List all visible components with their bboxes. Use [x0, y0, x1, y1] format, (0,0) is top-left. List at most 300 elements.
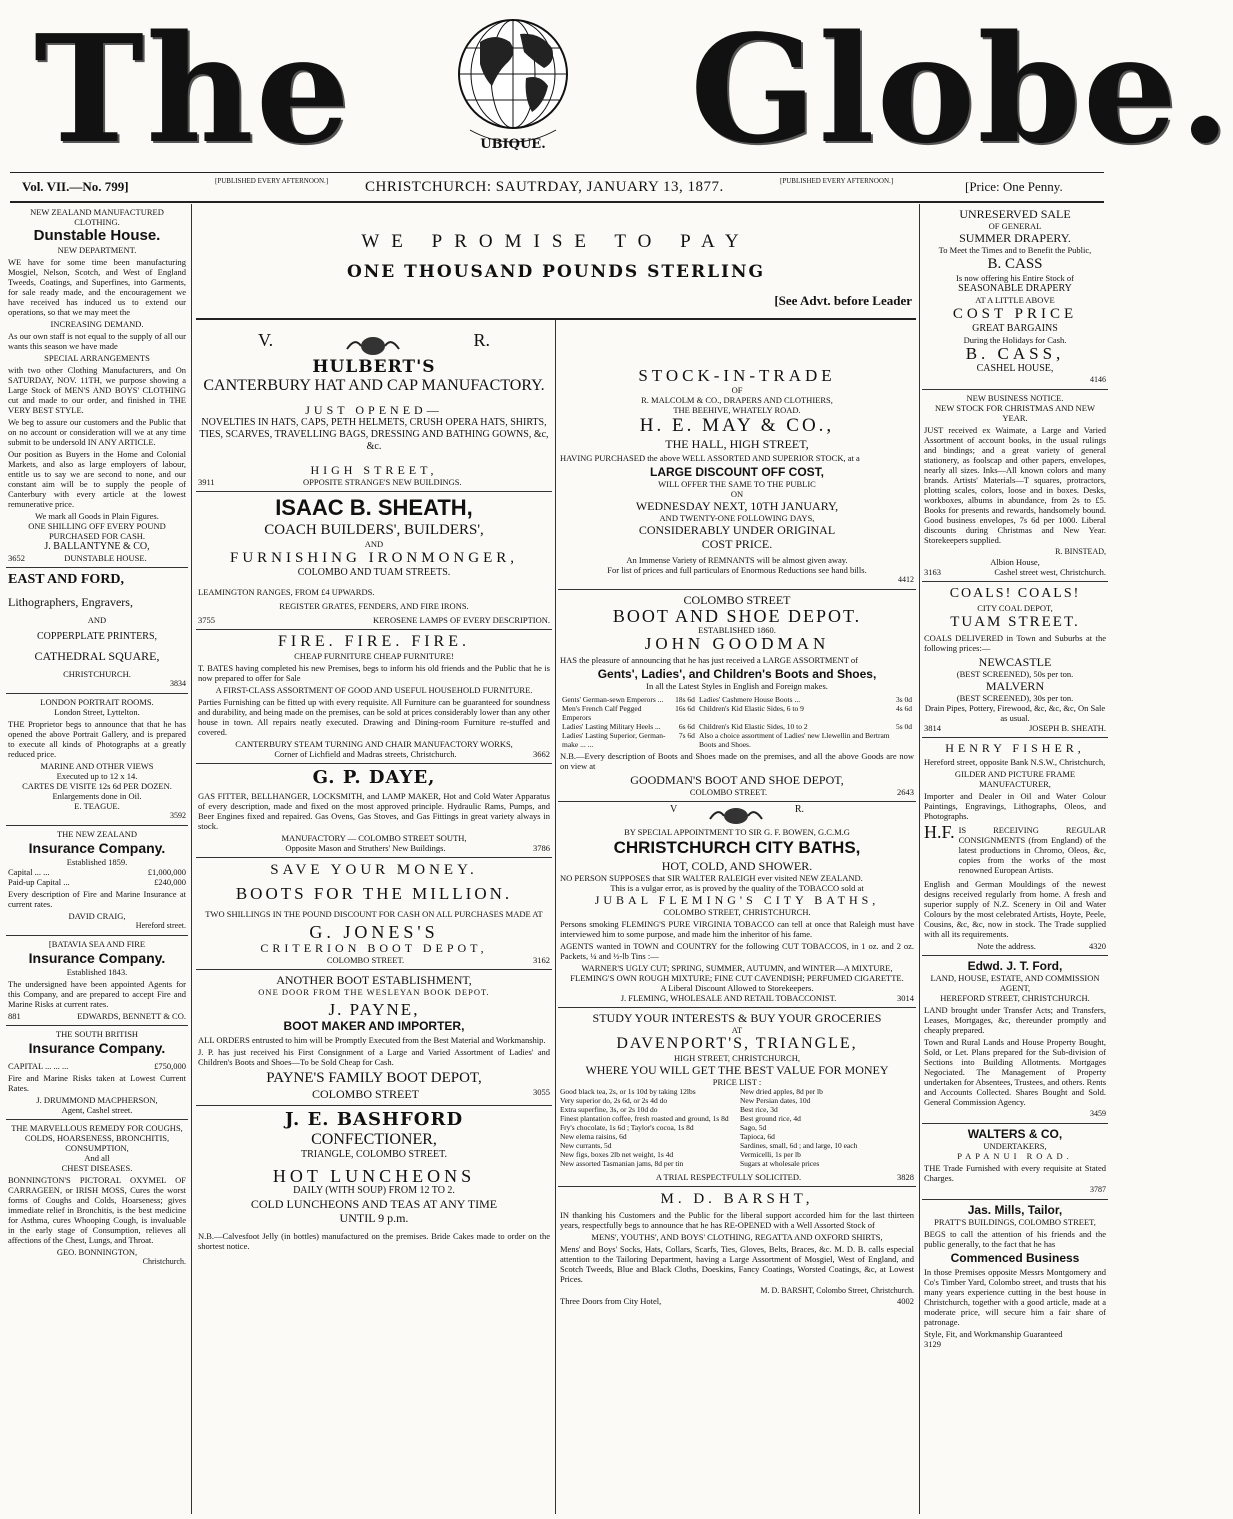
ad-ref: 3592	[170, 811, 186, 820]
ad-address: Corner of Lichfield and Madras streets, Christchurch.	[274, 749, 457, 759]
ad-line: R. MALCOLM & CO., DRAPERS AND CLOTHIERS,	[641, 395, 833, 405]
ad-body: HAVING PURCHASED the above WELL ASSORTED AND SUPERIOR STOCK, at a	[560, 453, 860, 463]
ad-line: CATHEDRAL SQUARE,	[34, 649, 160, 663]
ad-address: COLOMBO STREET, CHRISTCHURCH.	[663, 907, 811, 917]
item-right: Children's Kid Elastic Sides, 10 to 2	[698, 722, 808, 731]
ad-line: This is a vulgar error, as is proved by the quality of the TOBACCO sold at	[610, 883, 864, 893]
ad-london-portrait-rooms	[6, 694, 188, 826]
ad-firm: G. JONES'S	[309, 922, 439, 942]
price-right	[894, 731, 914, 749]
ad-fire-furniture	[196, 630, 552, 764]
ad-address: Hereford street.	[135, 921, 186, 930]
ad-line: AND TWENTY-ONE FOLLOWING DAYS,	[659, 513, 815, 523]
ad-address: M. D. BARSHT, Colombo Street, Christchurch.	[760, 1286, 914, 1295]
ad-walters-co	[922, 1124, 1108, 1200]
published-note-right: [PUBLISHED EVERY AFTERNOON.]	[780, 177, 894, 185]
table-row	[560, 731, 914, 749]
ad-address: THE HALL, HIGH STREET,	[665, 437, 809, 451]
ad-dunstable-house	[6, 204, 188, 568]
ad-title: CONFECTIONER,	[311, 1131, 437, 1148]
ad-pretitle: THE SOUTH BRITISH	[55, 1029, 139, 1039]
price-left: 16s 6d	[675, 704, 695, 713]
ad-pretitle: [BATAVIA SEA AND FIRE	[48, 939, 146, 949]
ad-body: LAND brought under Transfer Acts; and Transfers, Leases, Mortgages, &c, thereunder promptly and cheaply prepared.	[924, 1005, 1106, 1035]
price-left: 18s 6d	[675, 695, 695, 704]
city-date: CHRISTCHURCH: SAUTRDAY, JANUARY 13, 1877.	[365, 179, 724, 195]
ad-body: BONNINGTON'S PICTORAL OXYMEL OF CARRAGEEN, or IRISH MOSS, Cures the worst forms of Coughs and Colds, Hoarseness; gives immediate relief in Bronchitis, is the best medicine for Asthma, cures Whooping Cough, is invaluable in the early stage of Consumption, relieves all affections of the Chest, Lungs, and Throat.	[8, 1175, 186, 1245]
ad-body: BEGS to call the attention of his friends and the public generally, to the fact that he has	[924, 1229, 1106, 1249]
item-left: Ladies' Lasting Military Heels ...	[562, 722, 661, 731]
ad-body: TWO SHILLINGS IN THE POUND DISCOUNT FOR CASH ON ALL PURCHASES MADE AT	[205, 909, 543, 919]
ad-body: Mens' and Boys' Socks, Hats, Collars, Scarfs, Ties, Gloves, Belts, Braces, &c. M. D. B. calls especial attention to the Tailoring Department, having a Large Assortment of Mosgiel, West of England, and Scotch Tweeds, Blue and Black Cloths, Doeskins, Fancy Coatings, Worsted Coatings, &c, at Lowest Prices.	[560, 1244, 914, 1284]
ad-line: WILL OFFER THE SAME TO THE PUBLIC	[658, 479, 816, 489]
price: [Price: One Penny.	[965, 179, 1063, 194]
ad-line: PRICE LIST :	[712, 1077, 762, 1087]
ad-address: COLOMBO STREET.	[689, 787, 768, 797]
ad-subtitle: Established 1859.	[66, 857, 128, 867]
price-right: 3s 0d	[895, 695, 912, 704]
ad-ref: 3786	[532, 843, 550, 853]
ad-line: COST PRICE.	[701, 537, 773, 551]
royal-r: R.	[794, 804, 804, 815]
ad-firm: DAVENPORT'S, TRIANGLE,	[616, 1035, 858, 1052]
ad-firm: J. PAYNE,	[328, 1000, 420, 1019]
ad-line: OF	[731, 385, 743, 395]
ad-body: J. P. has just received his First Consignment of a Large and Varied Assortment of Ladies' and Children's Boots and Shoes—To be Sold Cheap for Cash.	[198, 1047, 550, 1067]
ad-value: £240,000	[154, 877, 186, 887]
ad-body: N.B.—Every description of Boots and Shoes made on the premises, and all the above Goods are now on view at	[560, 751, 914, 771]
globe-icon	[440, 12, 586, 162]
ad-line: Enlargements done in Oil.	[52, 791, 142, 801]
ad-firm: B. CASS	[987, 256, 1043, 272]
masthead	[0, 0, 1233, 176]
ad-body: THE Proprietor begs to announce that that he has opened the above Portrait Gallery, and is prepared to execute all kinds of Photographs at a greatly reduced price.	[8, 719, 186, 759]
ad-body: We beg to assure our customers and the Public that on no account or consideration will we at any time submit to be undersold IN ANY ARTICLE.	[8, 417, 186, 447]
ad-body: Town and Rural Lands and House Property Bought, Sold, or Let. Plans prepared for the Sub-division of Sections into Building Allotments. Mortgages Negociated. The Management of Property undertaken for Absentees, Trustees, and others. Rents and Accounts Collected. Shares Bought and Sold. General Commission Agency.	[924, 1037, 1107, 1107]
ad-firm: Jas. Mills, Tailor,	[967, 1203, 1063, 1217]
ad-line: MENS', YOUTHS', AND BOYS' CLOTHING, REGATTA AND OXFORD SHIRTS,	[591, 1232, 883, 1242]
price-table	[560, 695, 914, 749]
ad-edwd-ford	[922, 956, 1108, 1124]
ad-firm: J. BALLANTYNE & CO,	[44, 541, 150, 552]
ad-pretitle: BY SPECIAL APPOINTMENT TO SIR G. F. BOWEN, G.C.M.G	[624, 827, 850, 837]
ad-address: Opposite Mason and Struthers' New Buildings.	[285, 843, 446, 853]
ad-body: Every description of Fire and Marine Insurance at current rates.	[8, 889, 186, 909]
ad-title: Insurance Company.	[28, 1040, 166, 1056]
ad-line: Executed up to 12 x 14.	[56, 771, 138, 781]
ad-line: During the Holidays for Cash.	[963, 335, 1067, 345]
ad-davenports	[558, 1008, 916, 1187]
ad-title: STOCK-IN-TRADE	[638, 366, 836, 385]
ad-line: For list of prices and full particulars of Enormous Reductions see hand bills.	[607, 565, 867, 575]
ad-value: £750,000	[154, 1061, 186, 1071]
ad-address: CASHEL HOUSE,	[976, 363, 1054, 374]
ad-b-cass	[922, 204, 1108, 390]
ad-ref: 3787	[1090, 1185, 1106, 1194]
ad-firm: JOSEPH B. SHEATH.	[1029, 723, 1106, 733]
ad-ref: 3163	[924, 567, 941, 577]
ad-title: Insurance Company.	[28, 950, 166, 966]
price-list-left: Good black tea, 2s, or 1s 10d by taking 12lbs Very superior do, 2s 6d, or 2s 4d do Extra superfine, 3s, or 2s 10d do Finest plantation coffee, fresh roasted and ground, 1s 8d Fry's chocolate, 1s 6d ; Taylor's cocoa, 1s 8d New elema raisins, 6d New currants, 5d New figs, boxes 2lb net weight, 1s 4d New assorted Tasmanian jams, 8d per tin	[560, 1087, 729, 1168]
ad-ref: 3014	[896, 993, 914, 1003]
ad-body: The undersigned have been appointed Agents for this Company, and are prepared to accept Fire and Marine Risks at current rates.	[8, 979, 186, 1009]
ad-city-coal-depot	[922, 582, 1108, 738]
ad-line: We mark all Goods in Plain Figures.	[35, 511, 159, 521]
ad-line: Style, Fit, and Workmanship Guaranteed	[924, 1329, 1063, 1339]
ad-body: Our position as Buyers in the Home and Colonial Markets, and also as large employers of labour, entitle us to say we are second to none, and our constant aim will be to supply the people of Canterbury with every article at the lowest remunerative price.	[8, 449, 186, 509]
ad-address: HIGH STREET,	[310, 463, 438, 477]
ad-line: GOODMAN'S BOOT AND SHOE DEPOT,	[630, 773, 844, 787]
ad-title: EAST AND FORD,	[8, 572, 125, 587]
volume-number: Vol. VII.—No. 799]	[22, 179, 129, 194]
ad-line: CARTES DE VISITE 12s 6d PER DOZEN.	[22, 781, 172, 791]
ad-body: NOVELTIES IN HATS, CAPS, PETH HELMETS, CRUSH OPERA HATS, SHIRTS, TIES, SCARVES, TRAVELLING BAGS, DRESSING AND BATHING GOWNS, &c, &c.	[199, 417, 549, 452]
ad-line: JUBAL FLEMING'S CITY BATHS,	[594, 893, 880, 907]
ad-ref: 3834	[170, 679, 186, 688]
ad-line: DAILY (WITH SOUP) FROM 12 TO 2.	[293, 1185, 455, 1196]
ad-body: WE have for some time been manufacturing Mosgiel, Nelson, Scotch, and West of England Tweeds, Coatings, and Superfines, into Garments, for sale ready made, and the encouragement we have received has induced us to extend our operations, so that we may meet the	[8, 257, 186, 317]
ad-body: T. BATES having completed his new Premises, begs to inform his old friends and the Public that he is now prepared to offer for Sale	[198, 663, 550, 683]
ad-je-bashford	[196, 1106, 552, 1257]
item-left: Gents' German-sewn Emperors ...	[562, 695, 664, 704]
ad-line: AT A LITTLE ABOVE	[975, 295, 1055, 305]
column-rule	[919, 204, 920, 1514]
column-3	[558, 204, 916, 1514]
ad-firm: GEO. BONNINGTON,	[56, 1247, 138, 1257]
ad-g-jones	[196, 858, 552, 970]
ad-body: with two other Clothing Manufacturers, and On SATURDAY, NOV. 11TH, we purpose showing a Large Stock of MEN'S AND BOYS' CLOTHING cut and made to our order, and finished in THE VERY BEST STYLE.	[8, 365, 186, 415]
ad-title: UNDERTAKERS,	[983, 1141, 1047, 1151]
ad-line: OPPOSITE STRANGE'S NEW BUILDINGS.	[303, 477, 462, 487]
ad-address: Agent, Cashel street.	[61, 1105, 133, 1115]
ad-headline: ONE THOUSAND POUNDS STERLING	[346, 262, 766, 282]
ad-title: FIRE. FIRE. FIRE.	[277, 633, 470, 650]
ad-stock-in-trade	[558, 364, 916, 590]
ad-line: CANTERBURY STEAM TURNING AND CHAIR MANUFACTORY WORKS,	[235, 739, 513, 749]
ad-address: Hereford street, opposite Bank N.S.W., Christchurch,	[924, 757, 1106, 767]
column-rule	[191, 204, 192, 1514]
column-rule	[555, 204, 556, 1514]
ad-pretitle: COLOMBO STREET	[683, 593, 791, 607]
ad-body: N.B.—Calvesfoot Jelly (in bottles) manufactured on the premises. Bride Cakes made to order on the shortest notice.	[198, 1231, 550, 1251]
ad-body: COALS DELIVERED in Town and Suburbs at the following prices:—	[924, 633, 1106, 653]
ad-ref: 4412	[898, 575, 914, 584]
ad-line: KEROSENE LAMPS OF EVERY DESCRIPTION.	[372, 615, 550, 625]
ad-line: INCREASING DEMAND.	[50, 319, 144, 329]
ad-line: CONSIDERABLY UNDER ORIGINAL	[638, 523, 836, 537]
ad-city-baths	[558, 802, 916, 1008]
ad-title: LONDON PORTRAIT ROOMS.	[40, 697, 154, 707]
ad-south-british-insurance	[6, 1026, 188, 1120]
ad-line: (BEST SCREENED), 50s per ton.	[956, 669, 1074, 679]
ad-ref: 3652	[8, 553, 25, 563]
ad-title: NEW BUSINESS NOTICE.	[966, 393, 1064, 403]
ad-new-zealand-insurance	[6, 826, 188, 936]
ad-headline: Commenced Business	[950, 1251, 1080, 1265]
ad-headline: WHERE YOU WILL GET THE BEST VALUE FOR MONEY	[585, 1063, 889, 1077]
ad-line: THE BEEHIVE, WHATELY ROAD.	[673, 405, 801, 415]
ad-title: STUDY YOUR INTERESTS & BUY YOUR GROCERIES	[592, 1011, 882, 1025]
ad-firm: WALTERS & CO,	[967, 1127, 1063, 1141]
ad-line: SPECIAL ARRANGEMENTS	[44, 353, 150, 363]
ad-line: A FIRST-CLASS ASSORTMENT OF GOOD AND USEFUL HOUSEHOLD FURNITURE.	[215, 685, 533, 695]
ad-body: Is now offering his Entire Stock of	[956, 273, 1074, 283]
ad-marvellous-remedy	[6, 1120, 188, 1271]
ad-ref: 3459	[1090, 1109, 1106, 1118]
royal-r: R.	[473, 330, 490, 350]
ad-body: Parties Furnishing can be fitted up with every requisite. All Furniture can be guaranteed for soundness and durability, and being made on the premises, can be sold at prices considerably lower than any other house in town. All repairs neatly executed. Drawing and Dining-room Furniture re-stuffed and covered.	[198, 697, 550, 737]
ad-firm: J. DRUMMOND MACPHERSON,	[36, 1095, 158, 1105]
ad-headline: HOT LUNCHEONS	[272, 1166, 476, 1186]
ad-ref: 3662	[532, 749, 550, 759]
table-row	[560, 722, 914, 731]
ad-ref: 3162	[532, 955, 550, 965]
royal-crest-icon	[706, 805, 766, 827]
masthead-title-left: The	[34, 2, 352, 176]
ad-title: FURNISHING IRONMONGER,	[229, 550, 518, 566]
ad-firm: JOHN GOODMAN	[644, 634, 830, 653]
ad-initials: H.F.	[924, 822, 955, 842]
ad-ref: 3828	[896, 1172, 914, 1182]
ad-line: CHRISTCHURCH.	[63, 669, 131, 679]
ad-subtitle: NEW STOCK FOR CHRISTMAS AND NEW YEAR.	[934, 403, 1096, 423]
price-left: 6s 6d	[678, 722, 695, 731]
ad-ref: 4320	[1089, 941, 1106, 951]
ad-line: And all	[84, 1153, 110, 1163]
ad-body: JUST received ex Waimate, a Large and Varied Assortment of account books, in the usual rulings and bindings; and a great variety of general stationery, as foolscap and other papers, envelopes, nearly all sizes. Inks—All known colors and many brands. Artists' Materials—T squares, protractors, plotting scales, colors, loose and in boxes. Desks, workboxes, albums in abundance, from 2s to £5. Books for presents and rewards, handsomely bound. Good business envelopes, 7s 6d per 1000. Liberal discounts during Christmas and New Year. Storekeepers supplied.	[924, 425, 1106, 545]
ad-gp-daye	[196, 764, 552, 858]
ad-line: MALVERN	[985, 679, 1045, 693]
ad-firm: G. P. DAYE,	[312, 767, 436, 788]
ad-line: NO PERSON SUPPOSES that SIR WALTER RALEIGH ever visited NEW ZEALAND.	[560, 873, 863, 883]
ad-title: SAVE YOUR MONEY.	[270, 862, 478, 878]
ad-firm: J. E. BASHFORD	[284, 1109, 464, 1130]
published-note-left: [PUBLISHED EVERY AFTERNOON.]	[215, 177, 329, 185]
ad-headline: BOOTS FOR THE MILLION.	[235, 884, 513, 903]
ad-line: In all the Latest Styles in English and Foreign makes.	[646, 681, 828, 691]
ad-subtitle: NEW DEPARTMENT.	[57, 245, 137, 255]
ad-body: Importer and Dealer in Oil and Water Colour Paintings, Engravings, Lithographs, Oleos, and Photographs.	[924, 791, 1106, 821]
ad-subtitle: HOT, COLD, AND SHOWER.	[661, 859, 813, 873]
ad-firm: J. FLEMING, WHOLESALE AND RETAIL TOBACCONIST.	[620, 993, 837, 1003]
ad-john-goodman	[558, 590, 916, 802]
ad-address: Christchurch.	[142, 1257, 186, 1266]
ad-address: TRIANGLE, COLOMBO STREET.	[301, 1149, 447, 1160]
ad-subtitle: ESTABLISHED 1860.	[698, 625, 776, 635]
ad-firm: M. D. BARSHT,	[660, 1191, 814, 1207]
ad-line: WARNER'S UGLY CUT; SPRING, SUMMER, AUTUMN, and WINTER—A MIXTURE, FLEMING'S OWN ROUGH MIXTURE; FINE CUT CAVENDISH; PERFUMED CIGARETTE.	[570, 963, 904, 983]
ad-title: THE MARVELLOUS REMEDY FOR COUGHS, COLDS, HOARSENESS, BRONCHITIS, CONSUMPTION,	[11, 1123, 183, 1153]
ad-j-payne	[196, 970, 552, 1106]
ad-line: PAYNE'S FAMILY BOOT DEPOT,	[266, 1070, 482, 1086]
ad-title: Dunstable House.	[33, 227, 161, 244]
ad-headline: LARGE DISCOUNT OFF COST,	[650, 465, 824, 479]
ad-line: COPPERPLATE PRINTERS,	[36, 631, 158, 642]
price-right: 5s 0d	[895, 722, 912, 731]
ad-line: ON	[730, 489, 744, 499]
ad-body: THE Trade Furnished with every requisite at Stated Charges.	[924, 1163, 1106, 1183]
ad-address: COLOMBO AND TUAM STREETS.	[297, 567, 451, 578]
ad-isaac-sheath	[196, 492, 552, 630]
ad-body: As our own staff is not equal to the supply of all our wants this season we have made	[8, 331, 186, 351]
ad-line: Lithographers, Engravers,	[8, 595, 133, 609]
ad-ref: 3129	[924, 1339, 941, 1349]
ad-firm: Edwd. J. T. Ford,	[967, 959, 1063, 973]
ad-firm: CHRISTCHURCH CITY BATHS,	[613, 838, 861, 857]
ad-title: WE PROMISE TO PAY	[361, 231, 751, 252]
ad-line: CHEST DISEASES.	[61, 1163, 133, 1173]
ad-body: Persons smoking FLEMING'S PURE VIRGINIA TOBACCO can tell at once that Raleigh must have interviewed him to some purpose, and made him the inheritor of his fame.	[560, 919, 914, 939]
ad-henry-fisher	[922, 738, 1108, 956]
ad-label: Paid-up Capital ...	[8, 877, 70, 887]
ad-address: DUNSTABLE HOUSE.	[64, 553, 147, 563]
ad-ref: 3814	[924, 723, 941, 733]
ad-firm: H. E. MAY & CO.,	[639, 415, 835, 436]
ad-east-and-ford	[6, 568, 188, 694]
ad-address: PRATT'S BUILDINGS, COLOMBO STREET,	[934, 1217, 1096, 1227]
ad-label: CAPITAL ... ... ...	[8, 1061, 69, 1071]
ad-address: HEREFORD STREET, CHRISTCHURCH.	[940, 993, 1090, 1003]
ad-address: COLOMBO STREET.	[326, 955, 405, 965]
ad-body: AGENTS wanted in TOWN and COUNTRY for the following CUT TOBACCOS, in 1 oz. and 2 oz. Packets, ¼ and ½-lb Tins :—	[560, 941, 914, 961]
ad-body: IN thanking his Customers and the Public for the liberal support accorded him for the last thirteen years, respectfully begs to announce that he has RE-OPENED with a Well Assorted Stock of	[560, 1210, 914, 1230]
column-1	[6, 204, 188, 1514]
ad-pretitle: ONE DOOR FROM THE WESLEYAN BOOK DEPOT.	[258, 987, 490, 997]
ad-address: PAPANUI ROAD.	[957, 1151, 1073, 1161]
ad-title: UNRESERVED SALE	[959, 207, 1071, 221]
ad-body: ALL ORDERS entrusted to him will be Promptly Executed from the Best Material and Workmanship.	[198, 1035, 546, 1045]
ad-pretitle: THE NEW ZEALAND	[56, 829, 138, 839]
masthead-title-right: Globe.	[690, 2, 1233, 176]
ad-line: AND	[364, 539, 384, 549]
ad-line: AT	[731, 1025, 743, 1035]
dateline	[10, 172, 1104, 203]
ad-firm: HULBERT'S	[312, 357, 436, 377]
ad-line: Note the address.	[977, 941, 1036, 951]
ad-md-barsht	[558, 1187, 916, 1310]
ad-hulberts	[196, 320, 552, 492]
globe-motto: UBIQUE.	[480, 137, 546, 152]
ad-firm: E. TEAGUE.	[74, 801, 120, 811]
ad-address: HIGH STREET, CHRISTCHURCH,	[674, 1053, 800, 1063]
ad-title: COACH BUILDERS', BUILDERS',	[264, 522, 484, 538]
ad-line: ONE SHILLING OFF EVERY POUND PURCHASED FOR CASH.	[28, 521, 166, 541]
ad-line: LEAMINGTON RANGES, FROM £4 UPWARDS.	[198, 587, 375, 597]
ad-firm: ISAAC B. SHEATH,	[275, 495, 473, 520]
ad-headline: COST PRICE	[952, 306, 1078, 322]
ad-title: CANTERBURY HAT AND CAP MANUFACTORY.	[203, 377, 545, 394]
royal-v: V.	[258, 330, 274, 350]
ad-body: HAS the pleasure of announcing that he has just received a LARGE ASSORTMENT of	[560, 655, 858, 665]
ad-jas-mills	[922, 1200, 1108, 1353]
ad-subtitle: Established 1843.	[66, 967, 128, 977]
ad-line: COLD LUNCHEONS AND TEAS AT ANY TIME	[250, 1197, 498, 1211]
ad-line: WEDNESDAY NEXT, 10TH JANUARY,	[635, 499, 839, 513]
ad-line: AND	[87, 615, 107, 625]
ad-line: Three Doors from City Hotel,	[560, 1296, 662, 1306]
ad-line: A TRIAL RESPECTFULLY SOLICITED.	[655, 1172, 802, 1182]
ad-firm: R. BINSTEAD,	[1055, 547, 1106, 556]
ad-line: MANUFACTORY — COLOMBO STREET SOUTH,	[281, 833, 467, 843]
ad-line: NEWCASTLE	[978, 655, 1052, 669]
ad-line: Drain Pipes, Pottery, Firewood, &c, &c, &c, On Sale as usual.	[924, 703, 1106, 723]
royal-v: V	[670, 804, 678, 815]
ad-pretitle: NEW ZEALAND MANUFACTURED CLOTHING.	[30, 207, 164, 227]
item-right: Ladies' Cashmere House Boots ...	[698, 695, 801, 704]
ad-line: To Meet the Times and to Benefit the Public,	[938, 245, 1092, 255]
ad-address: COLOMBO STREET	[311, 1087, 419, 1101]
ad-batavia-insurance	[6, 936, 188, 1026]
ad-line: CITY COAL DEPOT,	[977, 603, 1053, 613]
ad-body: Fire and Marine Risks taken at Lowest Current Rates.	[8, 1073, 186, 1093]
ad-ref: 2643	[896, 787, 914, 797]
ad-firm: HENRY FISHER,	[945, 741, 1085, 755]
ad-line: JUST OPENED—	[305, 403, 443, 417]
ad-firm: B. CASS,	[965, 344, 1065, 363]
price-list-right: New dried apples, 8d per lb New Persian dates, 10d Best rice, 3d Best ground rice, 4d Sago, 5d Tapioca, 6d Sardines, small, 6d ; and large, 10 each Vermicelli, 1s per lb Sugars at wholesale prices	[740, 1087, 858, 1168]
ad-title: LAND, HOUSE, ESTATE, AND COMMISSION AGENT,	[930, 973, 1100, 993]
ad-ref: 3755	[198, 615, 215, 625]
ad-line: GREAT BARGAINS	[972, 323, 1058, 334]
ad-pretitle: ANOTHER BOOT ESTABLISHMENT,	[276, 973, 472, 987]
ad-title: Insurance Company.	[28, 840, 166, 856]
ad-body: IS RECEIVING REGULAR CONSIGNMENTS (from England) of the latest productions in Chromo, Oleos, &c, copies from the works of the most renowned European Artists.	[958, 825, 1106, 875]
table-row	[560, 704, 914, 722]
column-4	[922, 204, 1108, 1514]
ad-title: GILDER AND PICTURE FRAME MANUFACTURER,	[954, 769, 1076, 789]
ad-r-binstead	[922, 390, 1108, 582]
ad-ref: 881	[8, 1011, 21, 1021]
ad-body: In those Premises opposite Messrs Montgomery and Co's Timber Yard, Colombo street, and trusts that his many years experience cutting in the best house in Christchurch, together with a good article, made at a moderate price, will secure him a fair share of patronage.	[924, 1267, 1106, 1327]
ad-label: Capital ... ...	[8, 867, 50, 877]
ad-line: (BEST SCREENED), 30s per ton.	[956, 693, 1074, 703]
ad-body: GAS FITTER, BELLHANGER, LOCKSMITH, and LAMP MAKER, Hot and Cold Water Apparatus of every description, made and fixed on the most approved principle. Hydraulic Rams, Pumps, and Beer Engines fixed and repaired. Gas Ovens, Gas Stoves, and Gas Fittings in great variety always in stock.	[198, 791, 550, 831]
item-right: Children's Kid Elastic Sides, 6 to 9	[698, 704, 804, 713]
ad-title: BOOT AND SHOE DEPOT.	[612, 606, 862, 626]
ad-ref: 3911	[198, 477, 215, 487]
ad-line: Albion House,	[990, 557, 1040, 567]
ad-line: A Liberal Discount Allowed to Storekeepers.	[660, 983, 814, 993]
ad-value: £1,000,000	[147, 867, 186, 877]
ad-subtitle: CHEAP FURNITURE CHEAP FURNITURE!	[294, 651, 454, 661]
ad-subtitle: London Street, Lyttelton.	[54, 707, 140, 717]
ad-title: BOOT MAKER AND IMPORTER,	[283, 1019, 465, 1033]
ad-body: English and German Mouldings of the newest designs received regularly from home. A fresh and superior supply of N.Z. Scenery in Oil and Water Colours by the most celebrated Artists, Hoyte, Peele, Cousins, &c, &c, now in stock. The Trade supplied with all its requirements.	[924, 879, 1106, 939]
ad-line: MARINE AND OTHER VIEWS	[40, 761, 154, 771]
ad-firm: EDWARDS, BENNETT & CO.	[77, 1011, 186, 1021]
ad-line: An Immense Variety of REMNANTS will be almost given away.	[626, 555, 848, 565]
ad-ref: 3055	[532, 1087, 550, 1097]
ad-line: UNTIL 9 p.m.	[339, 1211, 409, 1225]
ad-ref: 4002	[897, 1296, 914, 1306]
ad-note: [See Advt. before Leader	[774, 293, 912, 308]
ad-line: SUMMER DRAPERY.	[959, 231, 1071, 245]
ad-ref: 4146	[1090, 375, 1106, 384]
item-left: Ladies' Lasting Superior, German-make ... ...	[562, 731, 666, 749]
price-left: 7s 6d	[678, 731, 695, 740]
table-row	[560, 695, 914, 704]
ad-address: TUAM STREET.	[950, 614, 1080, 630]
ad-firm: DAVID CRAIG,	[68, 911, 126, 921]
ad-headline: Gents', Ladies', and Children's Boots and Shoes,	[597, 667, 877, 681]
royal-crest-icon	[343, 335, 403, 357]
ad-line: OF GENERAL	[988, 221, 1042, 231]
ad-title: COALS! COALS!	[949, 586, 1081, 601]
ad-promise-to-pay	[196, 204, 916, 320]
item-left: Men's French Calf Pegged Emperors	[562, 704, 642, 722]
ad-line: REGISTER GRATES, FENDERS, AND FIRE IRONS.	[279, 601, 469, 611]
ad-line: SEASONABLE DRAPERY	[958, 283, 1072, 294]
